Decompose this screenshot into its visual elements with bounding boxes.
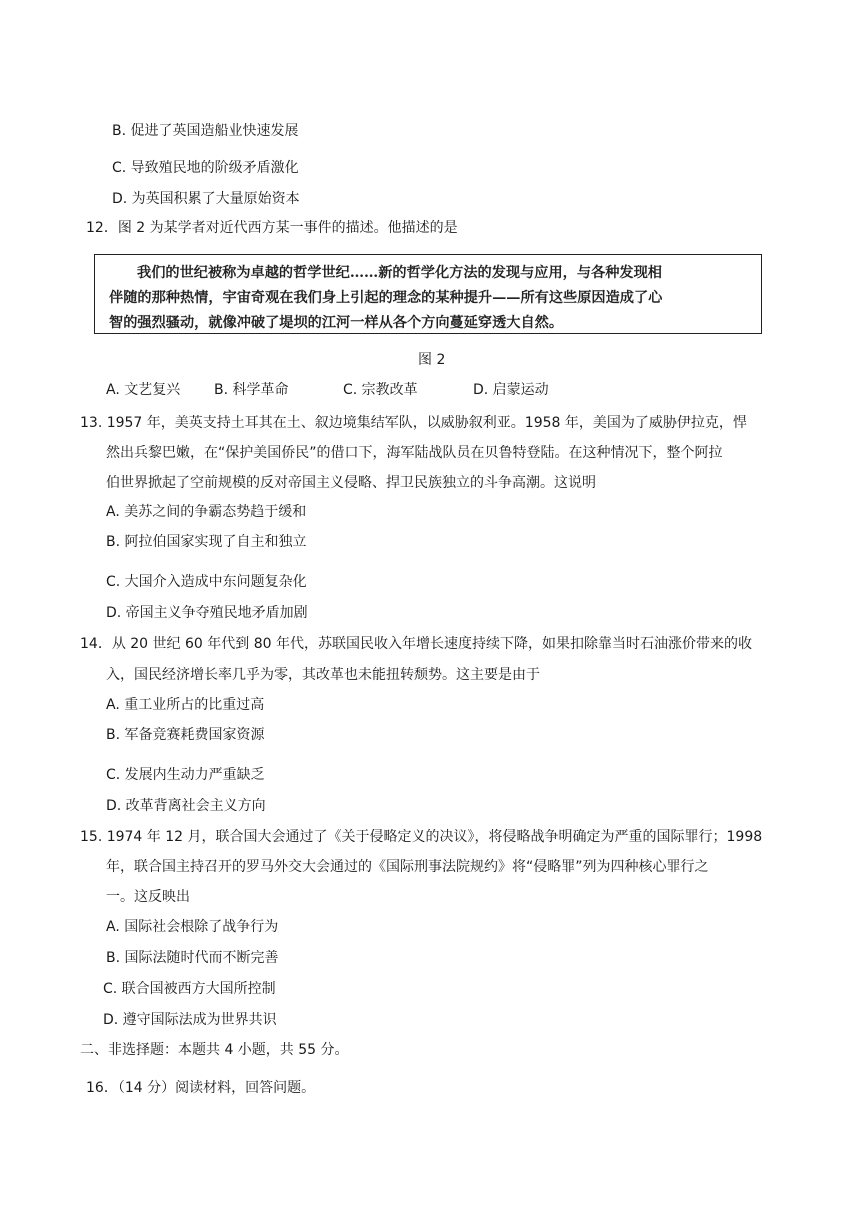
q14-option-d: D. 改革背离社会主义方向: [106, 798, 266, 814]
q12-option-a: A. 文艺复兴: [106, 382, 181, 398]
q12-quote-box: [94, 254, 762, 334]
q13-option-d: D. 帝国主义争夺殖民地矛盾加剧: [106, 605, 308, 621]
q14-option-c: C. 发展内生动力严重缺乏: [106, 767, 265, 783]
figure-caption: 图 2: [418, 352, 446, 368]
q12-stem: 12．图 2 为某学者对近代西方某一事件的描述。他描述的是: [86, 220, 458, 236]
q13-option-b: B. 阿拉伯国家实现了自主和独立: [106, 534, 307, 550]
section2-heading: 二、非选择题：本题共 4 小题，共 55 分。: [80, 1042, 349, 1058]
q16-stem: 16．（14 分）阅读材料，回答问题。: [86, 1080, 316, 1096]
q13-option-c: C. 大国介入造成中东问题复杂化: [106, 574, 307, 590]
q13-stem-line: 伯世界掀起了空前规模的反对帝国主义侵略、捍卫民族独立的斗争高潮。这说明: [106, 475, 596, 491]
q12-option-c: C. 宗教改革: [343, 382, 418, 398]
q12-option-b: B. 科学革命: [214, 382, 289, 398]
q11-option-d: D. 为英国积累了大量原始资本: [112, 191, 300, 207]
q15-option-b: B. 国际法随时代而不断完善: [106, 950, 279, 966]
q12-option-d: D. 启蒙运动: [473, 382, 549, 398]
q15-stem-line: 一。这反映出: [106, 889, 190, 905]
q12-quote-line: 伴随的那种热情，宇宙奇观在我们身上引起的理念的某种提升——所有这些原因造成了心: [109, 290, 663, 306]
q12-quote-line: 我们的世纪被称为卓越的哲学世纪……新的哲学化方法的发现与应用，与各种发现相: [137, 265, 662, 281]
q15-option-d: D. 遵守国际法成为世界共识: [103, 1012, 277, 1028]
q15-option-a: A. 国际社会根除了战争行为: [106, 919, 279, 935]
q14-stem-line: 14．从 20 世纪 60 年代到 80 年代，苏联国民收入年增长速度持续下降，如果扣除靠当时石油涨价带来的收: [80, 636, 752, 652]
q15-stem-line: 年，联合国主持召开的罗马外交大会通过的《国际刑事法院规约》将“侵略罪”列为四种核心罪行之: [106, 859, 709, 875]
q11-option-c: C. 导致殖民地的阶级矛盾激化: [112, 160, 299, 176]
q13-option-a: A. 美苏之间的争霸态势趋于缓和: [106, 504, 307, 520]
q13-stem-line: 13. 1957 年，美英支持土耳其在土、叙边境集结军队，以威胁叙利亚。1958 年，美国为了威胁伊拉克，悍: [80, 415, 747, 431]
q15-stem-line: 15. 1974 年 12 月，联合国大会通过了《关于侵略定义的决议》，将侵略战争明确定为严重的国际罪行；1998: [80, 829, 763, 845]
q14-option-b: B. 军备竞赛耗费国家资源: [106, 727, 265, 743]
q11-option-b: B. 促进了英国造船业快速发展: [112, 123, 299, 139]
q12-quote-line: 智的强烈骚动，就像冲破了堤坝的江河一样从各个方向蔓延穿透大自然。: [109, 315, 564, 331]
q14-option-a: A. 重工业所占的比重过高: [106, 697, 265, 713]
q14-stem-line: 入，国民经济增长率几乎为零，其改革也未能扭转颓势。这主要是由于: [106, 667, 540, 683]
q13-stem-line: 然出兵黎巴嫩，在“保护美国侨民”的借口下，海军陆战队员在贝鲁特登陆。在这种情况下，整个阿拉: [106, 445, 723, 461]
q15-option-c: C. 联合国被西方大国所控制: [103, 981, 276, 997]
